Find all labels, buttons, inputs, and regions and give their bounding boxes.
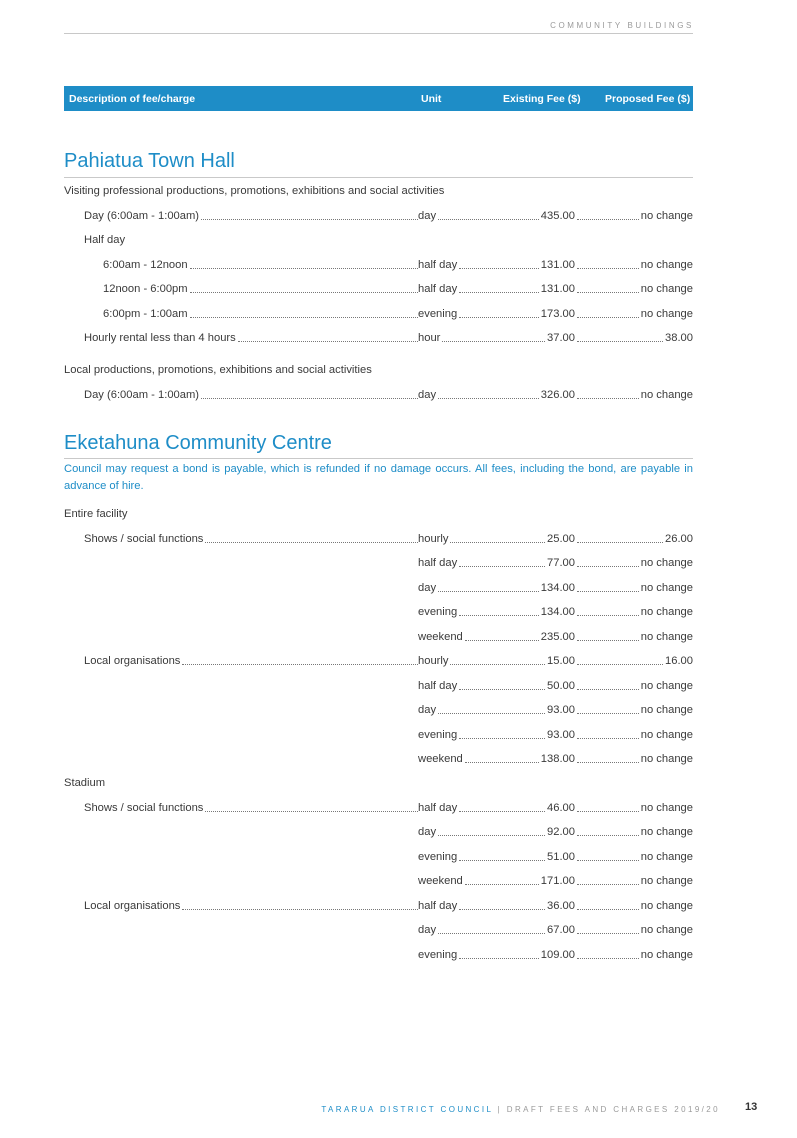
proposed-fee: no change xyxy=(640,259,693,271)
proposed-fee: no change xyxy=(640,606,693,618)
fee-description: 6:00am - 12noon xyxy=(103,259,188,271)
fee-row xyxy=(0,848,797,866)
proposed-fee: 38.00 xyxy=(665,332,693,344)
existing-fee: 77.00 xyxy=(547,557,575,569)
group-heading: Visiting professional productions, promotions, exhibitions and social activities xyxy=(64,185,445,197)
fee-description: 12noon - 6:00pm xyxy=(103,283,188,295)
section-rule xyxy=(64,177,693,178)
fee-unit: hour xyxy=(418,332,441,344)
fee-unit: evening xyxy=(418,308,458,320)
group-heading: Local productions, promotions, exhibitions and social activities xyxy=(64,364,372,376)
proposed-fee: no change xyxy=(640,582,693,594)
existing-fee: 93.00 xyxy=(547,704,575,716)
running-head: COMMUNITY BUILDINGS xyxy=(550,21,694,30)
proposed-fee: no change xyxy=(640,210,693,222)
fee-description: Local organisations xyxy=(84,900,181,912)
proposed-fee: no change xyxy=(640,802,693,814)
header-rule xyxy=(64,33,693,34)
fee-description: Hourly rental less than 4 hours xyxy=(84,332,236,344)
column-header-description: Description of fee/charge xyxy=(69,93,196,105)
fee-description: Day (6:00am - 1:00am) xyxy=(84,210,200,222)
existing-fee: 109.00 xyxy=(540,949,575,961)
fee-row xyxy=(0,872,797,890)
fee-row xyxy=(0,701,797,719)
proposed-fee: no change xyxy=(640,308,693,320)
proposed-fee: 26.00 xyxy=(665,533,693,545)
fee-row xyxy=(0,677,797,695)
existing-fee: 235.00 xyxy=(540,631,575,643)
fee-row xyxy=(0,207,797,225)
fee-description: Local organisations xyxy=(84,655,181,667)
bond-note: Council may request a bond is payable, which is refunded if no damage occurs. All fees, including the bond, are payable in advance of hire. xyxy=(64,463,693,492)
existing-fee: 326.00 xyxy=(540,389,575,401)
proposed-fee: no change xyxy=(640,851,693,863)
existing-fee: 93.00 xyxy=(547,729,575,741)
fee-unit: hourly xyxy=(418,533,449,545)
proposed-fee: no change xyxy=(640,753,693,765)
footer-document-title: DRAFT FEES AND CHARGES 2019/20 xyxy=(506,1105,720,1114)
existing-fee: 15.00 xyxy=(547,655,575,667)
existing-fee: 37.00 xyxy=(547,332,575,344)
proposed-fee: no change xyxy=(640,875,693,887)
existing-fee: 131.00 xyxy=(540,283,575,295)
proposed-fee: 16.00 xyxy=(665,655,693,667)
fee-unit: weekend xyxy=(418,631,463,643)
fee-description: Shows / social functions xyxy=(84,802,204,814)
fee-unit: half day xyxy=(418,900,458,912)
fee-unit: half day xyxy=(418,557,458,569)
existing-fee: 173.00 xyxy=(540,308,575,320)
fee-row xyxy=(0,554,797,572)
existing-fee: 131.00 xyxy=(540,259,575,271)
fee-unit: evening xyxy=(418,851,458,863)
fee-row xyxy=(0,897,797,915)
proposed-fee: no change xyxy=(640,826,693,838)
fee-unit: day xyxy=(418,389,437,401)
section-title-eketahuna: Eketahuna Community Centre xyxy=(64,432,332,454)
footer-council-name: TARARUA DISTRICT COUNCIL xyxy=(321,1105,494,1114)
group-heading: Entire facility xyxy=(64,508,128,520)
fee-unit: half day xyxy=(418,259,458,271)
proposed-fee: no change xyxy=(640,949,693,961)
fee-row xyxy=(0,530,797,548)
proposed-fee: no change xyxy=(640,389,693,401)
fee-row xyxy=(0,652,797,670)
proposed-fee: no change xyxy=(640,704,693,716)
fee-row xyxy=(0,750,797,768)
fee-row xyxy=(0,329,797,347)
existing-fee: 67.00 xyxy=(547,924,575,936)
fee-row xyxy=(0,579,797,597)
existing-fee: 171.00 xyxy=(540,875,575,887)
fee-description: Day (6:00am - 1:00am) xyxy=(84,389,200,401)
existing-fee: 25.00 xyxy=(547,533,575,545)
fee-table-header xyxy=(64,86,693,111)
existing-fee: 134.00 xyxy=(540,582,575,594)
proposed-fee: no change xyxy=(640,283,693,295)
existing-fee: 92.00 xyxy=(547,826,575,838)
fee-unit: weekend xyxy=(418,875,463,887)
fee-row xyxy=(0,603,797,621)
fee-unit: evening xyxy=(418,606,458,618)
subgroup-heading: Half day xyxy=(84,234,126,246)
fee-row xyxy=(0,799,797,817)
existing-fee: 138.00 xyxy=(540,753,575,765)
page-footer xyxy=(321,1105,720,1114)
section-title-pahiatua: Pahiatua Town Hall xyxy=(64,150,235,172)
fee-description: 6:00pm - 1:00am xyxy=(103,308,188,320)
fee-row xyxy=(0,280,797,298)
existing-fee: 435.00 xyxy=(540,210,575,222)
fee-row xyxy=(0,386,797,404)
section-rule xyxy=(64,458,693,459)
fee-unit: half day xyxy=(418,680,458,692)
existing-fee: 51.00 xyxy=(547,851,575,863)
footer-separator: | xyxy=(493,1105,507,1114)
proposed-fee: no change xyxy=(640,924,693,936)
fee-row xyxy=(0,823,797,841)
fee-unit: half day xyxy=(418,283,458,295)
fee-unit: evening xyxy=(418,949,458,961)
fee-unit: evening xyxy=(418,729,458,741)
proposed-fee: no change xyxy=(640,900,693,912)
proposed-fee: no change xyxy=(640,557,693,569)
existing-fee: 36.00 xyxy=(547,900,575,912)
column-header-proposed-fee: Proposed Fee ($) xyxy=(605,93,691,105)
fee-description: Shows / social functions xyxy=(84,533,204,545)
fee-unit: day xyxy=(418,924,437,936)
proposed-fee: no change xyxy=(640,680,693,692)
fee-row xyxy=(0,726,797,744)
fee-unit: day xyxy=(418,582,437,594)
proposed-fee: no change xyxy=(640,729,693,741)
fee-row xyxy=(0,305,797,323)
column-header-unit: Unit xyxy=(421,93,442,105)
fee-row xyxy=(0,628,797,646)
fee-unit: day xyxy=(418,704,437,716)
fee-row xyxy=(0,921,797,939)
fee-unit: day xyxy=(418,826,437,838)
group-heading: Stadium xyxy=(64,777,106,789)
proposed-fee: no change xyxy=(640,631,693,643)
fee-unit: day xyxy=(418,210,437,222)
existing-fee: 134.00 xyxy=(540,606,575,618)
fee-row xyxy=(0,256,797,274)
fee-unit: half day xyxy=(418,802,458,814)
existing-fee: 46.00 xyxy=(547,802,575,814)
page-number: 13 xyxy=(745,1101,758,1113)
fee-unit: weekend xyxy=(418,753,463,765)
fee-unit: hourly xyxy=(418,655,449,667)
fee-row xyxy=(0,946,797,964)
existing-fee: 50.00 xyxy=(547,680,575,692)
column-header-existing-fee: Existing Fee ($) xyxy=(503,93,581,105)
